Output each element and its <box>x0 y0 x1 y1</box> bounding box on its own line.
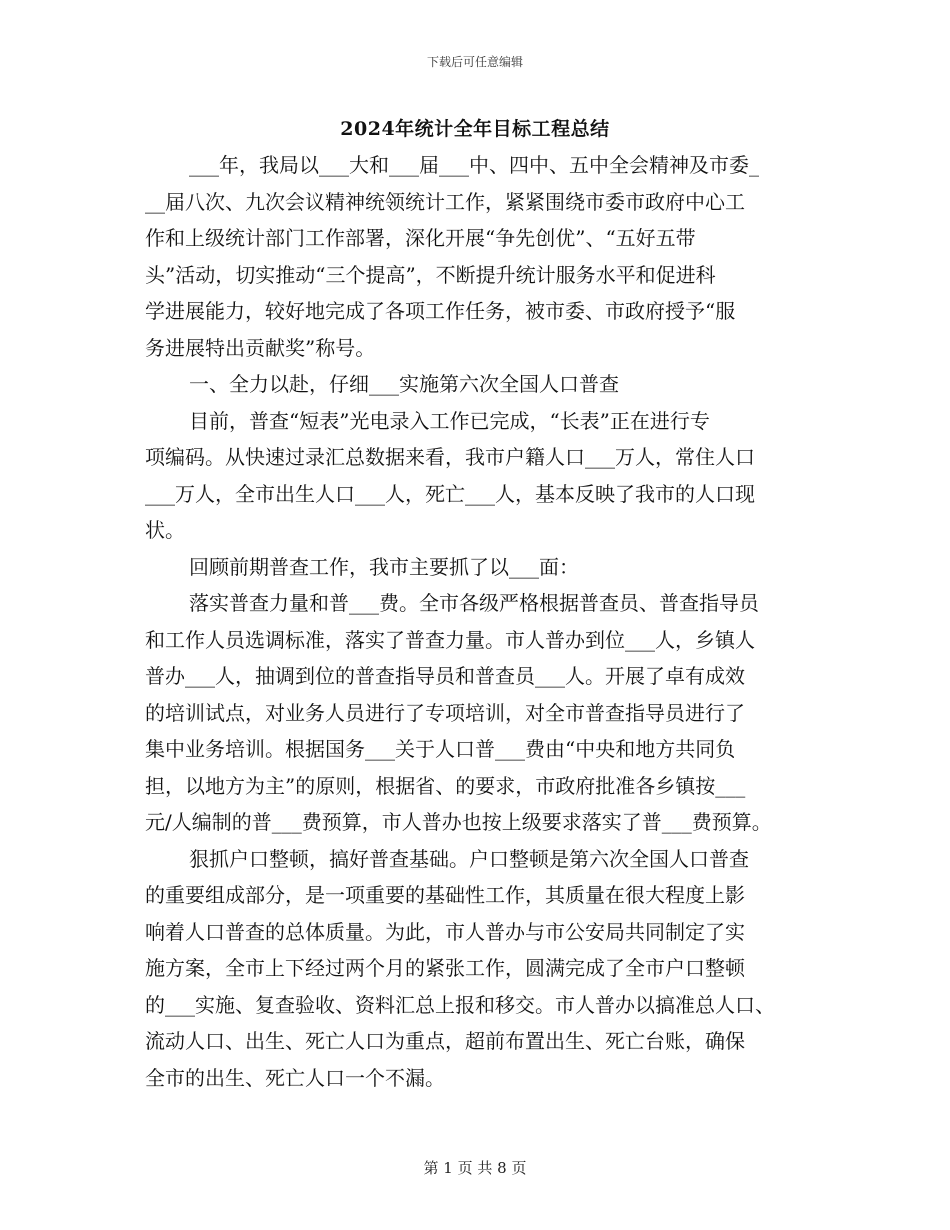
body-line: 流动人口、出生、死亡人口为重点，超前布置出生、死亡台账，确保 <box>145 1029 745 1053</box>
body-line: 状。 <box>145 518 185 542</box>
section-heading: 一、全力以赴，仔细___实施第六次全国人口普查 <box>189 372 619 396</box>
body-line: 普办___人，抽调到位的普查指导员和普查员___人。开展了卓有成效 <box>145 664 745 688</box>
body-line: 和工作人员选调标准，落实了普查力量。市人普办到位___人，乡镇人 <box>145 627 755 652</box>
body-line: ___年，我局以___大和___届___中、四中、五中全会精神及市委_ <box>189 153 759 177</box>
body-line: 集中业务培训。根据国务___关于人口普___费由“中央和地方共同负 <box>145 737 736 761</box>
body-line: 作和上级统计部门工作部署，深化开展“争先创优”、“五好五带 <box>145 226 696 250</box>
header-note: 下载后可任意编辑 <box>426 55 523 69</box>
body-line: 学进展能力，较好地完成了各项工作任务，被市委、市政府授予“服 <box>145 299 736 323</box>
body-line: 的培训试点，对业务人员进行了专项培训，对全市普查指导员进行了 <box>145 700 745 725</box>
body-line: 目前，普查“短表”光电录入工作已完成，“长表”正在进行专 <box>189 408 710 433</box>
body-line: 担，以地方为主”的原则，根据省、的要求，市政府批准各乡镇按___ <box>145 773 746 798</box>
body-line: 回顾前期普查工作，我市主要抓了以___面： <box>189 554 579 579</box>
body-line: 的重要组成部分，是一项重要的基础性工作，其质量在很大程度上影 <box>145 883 745 907</box>
body-line: 务进展特出贡献奖”称号。 <box>145 335 376 360</box>
page-number: 第 1 页 共 8 页 <box>423 1159 527 1177</box>
body-line: ___万人，全市出生人口___人，死亡___人，基本反映了我市的人口现 <box>145 481 755 506</box>
body-line: 全市的出生、死亡人口一个不漏。 <box>145 1065 445 1090</box>
body-line: 落实普查力量和普___费。全市各级严格根据普查员、普查指导员 <box>189 591 759 615</box>
body-line: 狠抓户口整顿，搞好普查基础。户口整顿是第六次全国人口普查 <box>189 846 749 871</box>
body-line: 的___实施、复查验收、资料汇总上报和移交。市人普办以搞准总人口、 <box>145 992 775 1017</box>
body-line: 施方案，全市上下经过两个月的紧张工作，圆满完成了全市户口整顿 <box>145 956 745 980</box>
body-line: 元/人编制的普___费预算，市人普办也按上级要求落实了普___费预算。 <box>145 810 772 834</box>
document-title: 2024年统计全年目标工程总结 <box>340 118 610 140</box>
body-line: 项编码。从快速过录汇总数据来看，我市户籍人口___万人，常住人口 <box>145 445 755 469</box>
body-line: 响着人口普查的总体质量。为此，市人普办与市公安局共同制定了实 <box>145 919 745 944</box>
body-line: __届八次、九次会议精神统领统计工作，紧紧围绕市委市政府中心工 <box>145 189 745 214</box>
document-body <box>145 147 825 1096</box>
body-line: 头”活动，切实推动“三个提高”，不断提升统计服务水平和促进科 <box>145 262 716 287</box>
